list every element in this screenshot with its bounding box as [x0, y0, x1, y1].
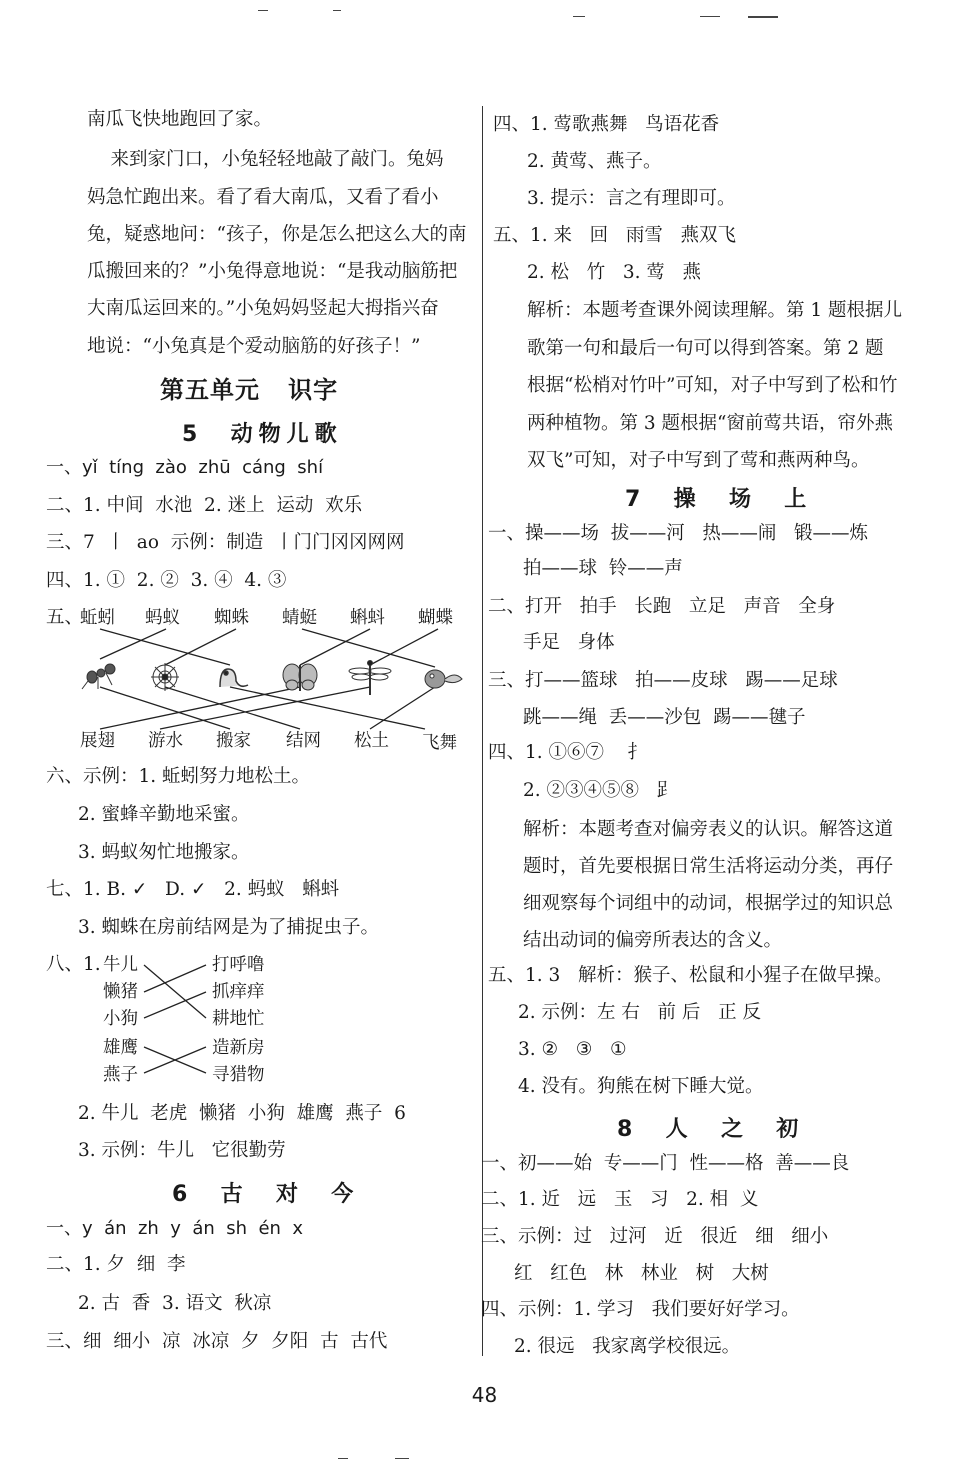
top-mark: [573, 16, 585, 17]
story-line: 来到家门口，小兔轻轻地敲了敲门。兔妈: [87, 149, 444, 170]
answer-line: 2. 示例：左 右 前 后 正 反: [518, 1002, 761, 1023]
answer-line: 2. 古 香 3. 语文 秋凉: [78, 1293, 272, 1314]
answer-line: 跳——绳 丢——沙包 踢——毽子: [523, 707, 806, 728]
top-mark: [258, 10, 268, 11]
answer-line: 3. 提示：言之有理即可。: [527, 188, 736, 209]
question-label: 五、: [46, 607, 84, 628]
answer-line: 2. 很远 我家离学校很远。: [514, 1336, 741, 1357]
match-word: 雄鹰: [103, 1038, 138, 1058]
answer-line: 四、1. 莺歌燕舞 鸟语花香: [493, 114, 720, 135]
lesson-title: 5 动物儿歌: [182, 422, 343, 447]
match-word: 蚂蚁: [145, 608, 180, 628]
match-word: 飞舞: [422, 733, 457, 753]
match-word: 燕子: [103, 1065, 138, 1085]
ant-icon: [82, 664, 115, 689]
answer-line: 一、初——始 专——门 性——格 善——良: [481, 1153, 850, 1174]
match-word: 松土: [354, 731, 389, 751]
answer-line: 2. 松 竹 3. 莺 燕: [527, 262, 701, 283]
answer-line: 红 红色 林 林业 树 大树: [514, 1263, 769, 1284]
answer-line: 手足 身体: [523, 632, 615, 653]
analysis-line: 歌第一句和最后一句可以得到答案。第 2 题: [527, 338, 884, 359]
answer-line: 一、y án zh y án sh én x: [46, 1218, 304, 1239]
top-mark: [700, 16, 720, 17]
answer-line: 三、打——篮球 拍——皮球 踢——足球: [488, 670, 838, 691]
lesson-title: 8 人 之 初: [617, 1117, 805, 1142]
answer-line: 二、打开 拍手 长跑 立足 声音 全身: [488, 596, 836, 617]
story-line: 地说：“小兔真是个爱动脑筋的好孩子！”: [87, 336, 421, 357]
spider-icon: [151, 663, 179, 691]
match-word: 牛儿: [103, 955, 138, 975]
match-word: 小狗: [103, 1009, 138, 1029]
lesson-title: 6 古 对 今: [172, 1182, 360, 1207]
answer-line: 四、示例：1. 学习 我们要好好学习。: [481, 1299, 800, 1320]
unit-title: 第五单元 识字: [160, 376, 339, 404]
answer-line: 2. 蜜蜂辛勤地采蜜。: [78, 804, 250, 825]
lesson-title: 7 操 场 上: [625, 487, 813, 512]
tadpole-icon: [425, 670, 462, 688]
question-label: 八、1.: [46, 954, 101, 975]
top-mark: [333, 10, 341, 11]
earthworm-icon: [220, 669, 248, 687]
top-mark: [748, 16, 778, 18]
match-word: 蚯蚓: [80, 608, 115, 628]
analysis-line: 解析：本题考查课外阅读理解。第 1 题根据儿: [527, 300, 903, 321]
answer-line: 二、1. 中间 水池 2. 迷上 运动 欢乐: [46, 495, 363, 516]
match-word: 游水: [148, 731, 183, 751]
match-word: 耕地忙: [212, 1009, 265, 1029]
match-word: 蜻蜓: [282, 608, 317, 628]
page-number: 48: [471, 1383, 498, 1407]
answer-line: 七、1. B. ✓ D. ✓ 2. 蚂蚁 蝌蚪: [46, 879, 340, 900]
answer-line: 三、示例：过 过河 近 很近 细 细小: [481, 1226, 829, 1247]
match-word: 展翅: [80, 731, 115, 751]
answer-line: 四、1. ① 2. ② 3. ④ 4. ③: [46, 570, 287, 591]
analysis-line: 解析：本题考查对偏旁表义的认识。解答这道: [523, 819, 894, 840]
match-word: 蝴蝶: [418, 608, 453, 628]
answer-line: 六、示例：1. 蚯蚓努力地松土。: [46, 766, 311, 787]
analysis-line: 细观察每个词组中的动词，根据学过的知识总: [523, 893, 894, 914]
butterfly-icon: [283, 664, 317, 691]
answer-line: 3. 蜘蛛在房前结网是为了捕捉虫子。: [78, 917, 380, 938]
story-line: 妈急忙跑出来。看了看大南瓜，又看了看小: [87, 187, 439, 208]
answer-line: 3. ② ③ ①: [518, 1039, 627, 1060]
answer-line: 三、7 丨 ao 示例：制造 丨门门冈冈网网: [46, 532, 405, 553]
answer-line: 3. 示例：牛儿 它很勤劳: [78, 1140, 286, 1161]
analysis-line: 根据“松梢对竹叶”可知，对子中写到了松和竹: [527, 375, 898, 396]
match-word: 懒猪: [103, 982, 138, 1002]
answer-line: 3. 蚂蚁匆忙地搬家。: [78, 842, 250, 863]
match-word: 造新房: [212, 1038, 265, 1058]
match-word: 蜘蛛: [214, 608, 249, 628]
analysis-line: 两种植物。第 3 题根据“窗前莺共语，帘外燕: [527, 413, 893, 434]
answer-line: 五、1. 3 解析：猴子、松鼠和小猩子在做早操。: [488, 965, 893, 986]
story-line: 南瓜飞快地跑回了家。: [87, 109, 273, 130]
answer-line: 4. 没有。狗熊在树下睡大觉。: [518, 1076, 764, 1097]
answer-line: 拍——球 铃——声: [523, 558, 683, 579]
bottom-mark: [395, 1458, 409, 1459]
answer-line: 2. 黄莺、燕子。: [527, 151, 662, 172]
answer-line: 二、1. 近 远 玉 习 2. 相 义: [481, 1189, 759, 1210]
matching-lines: [142, 955, 210, 1085]
story-line: 瓜搬回来的？”小兔得意地说：“是我动脑筋把: [87, 261, 458, 282]
match-word: 搬家: [216, 731, 251, 751]
analysis-line: 双飞”可知，对子中写到了莺和燕两种鸟。: [527, 450, 870, 471]
story-line: 兔，疑惑地问：“孩子，你是怎么把这么大的南: [87, 224, 467, 245]
match-word: 结网: [286, 731, 321, 751]
match-word: 抓痒痒: [212, 982, 265, 1002]
bottom-mark: [338, 1458, 348, 1459]
story-line: 大南瓜运回来的。”小兔妈妈竖起大拇指兴奋: [87, 298, 439, 319]
analysis-line: 题时，首先要根据日常生活将运动分类，再仔: [523, 856, 894, 877]
answer-line: 二、1. 夕 细 李: [46, 1254, 186, 1275]
match-word: 蝌蚪: [350, 608, 385, 628]
answer-line: 三、细 细小 凉 冰凉 夕 夕阳 古 古代: [46, 1331, 388, 1352]
answer-line: 五、1. 来 回 雨雪 燕双飞: [493, 225, 736, 246]
answer-line: 一、操——场 拔——河 热——闹 锻——炼: [488, 523, 869, 544]
matching-diagram: [70, 625, 470, 735]
answer-line: 2. ②③④⑤⑧ 𧾷: [523, 780, 676, 801]
answer-line: 一、yǐ tíng zào zhū cáng shí: [46, 457, 324, 478]
match-word: 打呼噜: [212, 955, 265, 975]
match-word: 寻猎物: [212, 1065, 265, 1085]
answer-line: 2. 牛儿 老虎 懒猪 小狗 雄鹰 燕子 6: [78, 1103, 406, 1124]
answer-line: 四、1. ①⑥⑦ 扌: [488, 742, 647, 763]
analysis-line: 结出动词的偏旁所表达的含义。: [523, 930, 783, 951]
